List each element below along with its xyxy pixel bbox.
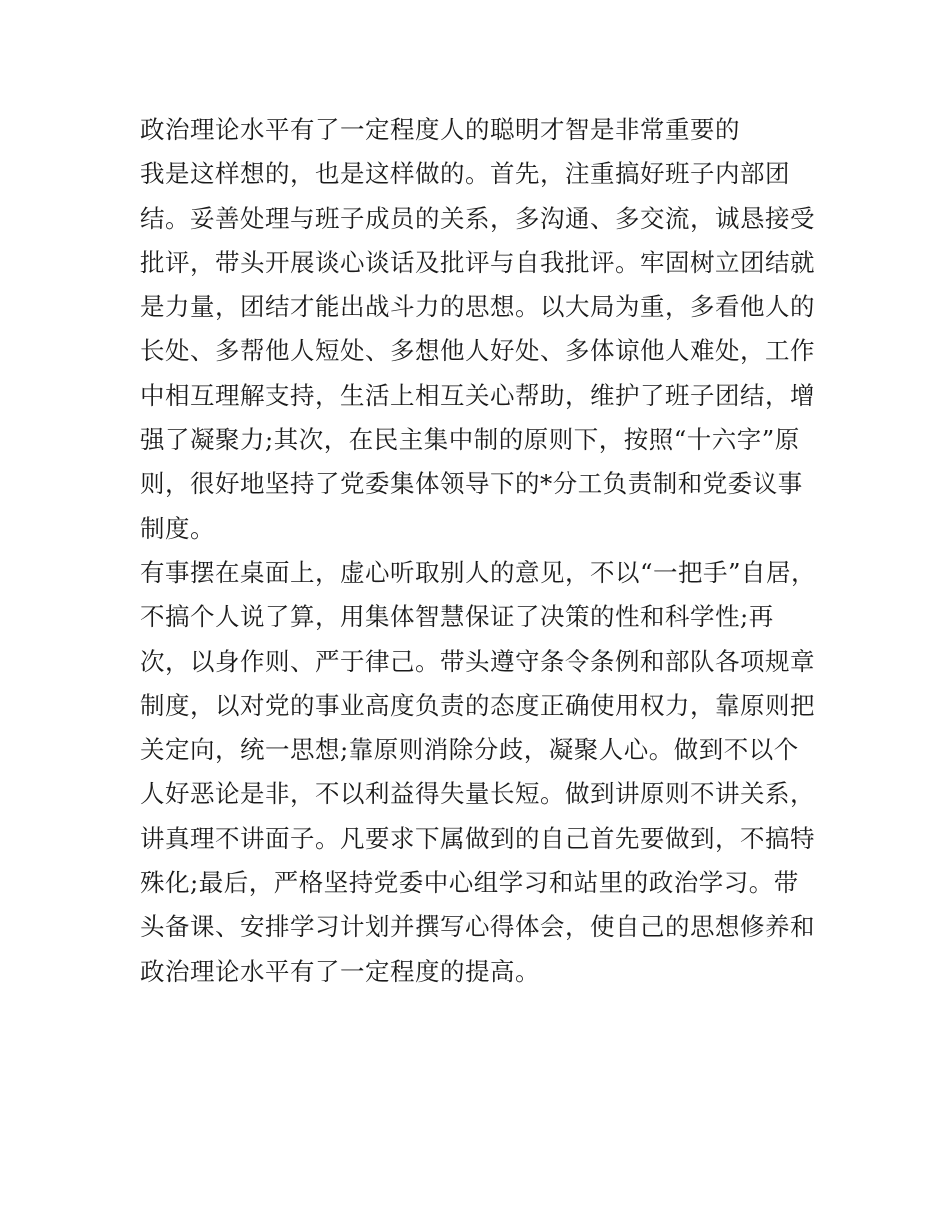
- text-line: 次，以身作则、严于律己。带头遵守条令条例和部队各项规章: [140, 646, 815, 676]
- text-line: 批评，带头开展谈心谈话及批评与自我批评。牢固树立团结就: [140, 247, 815, 277]
- text-line: 制度。: [140, 513, 215, 543]
- text-line: 讲真理不讲面子。凡要求下属做到的自己首先要做到，不搞特: [140, 823, 815, 853]
- text-line: 政治理论水平有了一定程度的提高。: [140, 956, 540, 986]
- text-line: 人好恶论是非，不以利益得失量长短。做到讲原则不讲关系，: [140, 779, 815, 809]
- text-line: 头备课、安排学习计划并撰写心得体会，使自己的思想修养和: [140, 912, 815, 942]
- text-line: 制度，以对党的事业高度负责的态度正确使用权力，靠原则把: [140, 690, 815, 720]
- text-line: 我是这样想的，也是这样做的。首先，注重搞好班子内部团: [140, 159, 790, 189]
- text-line: 有事摆在桌面上，虚心听取别人的意见，不以“一把手”自居，: [140, 557, 817, 587]
- text-line: 中相互理解支持，生活上相互关心帮助，维护了班子团结，增: [140, 380, 815, 410]
- text-line: 则，很好地坚持了党委集体领导下的*分工负责制和党委议事: [140, 469, 803, 499]
- text-line: 政治理论水平有了一定程度人的聪明才智是非常重要的: [140, 115, 740, 144]
- text-line: 关定向，统一思想;靠原则消除分歧，凝聚人心。做到不以个: [140, 735, 799, 765]
- text-line: 是力量，团结才能出战斗力的思想。以大局为重，多看他人的: [140, 292, 815, 322]
- document-body: [140, 108, 820, 994]
- text-line: 殊化;最后，严格坚持党委中心组学习和站里的政治学习。带: [140, 868, 799, 898]
- text-line: 不搞个人说了算，用集体智慧保证了决策的性和科学性;再: [140, 602, 774, 632]
- text-line: 强了凝聚力;其次，在民主集中制的原则下，按照“十六字”原: [140, 425, 800, 455]
- text-line: 结。妥善处理与班子成员的关系，多沟通、多交流，诚恳接受: [140, 203, 815, 233]
- text-line: 长处、多帮他人短处、多想他人好处、多体谅他人难处，工作: [140, 336, 815, 366]
